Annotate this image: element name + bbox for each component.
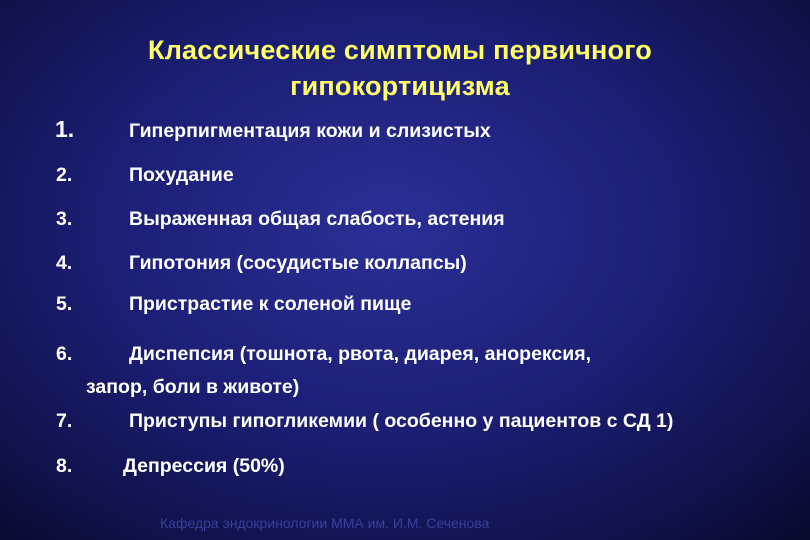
item-number: 2. [56,164,73,186]
item-number: 1. [55,116,75,142]
item-text: Гиперпигментация кожи и слизистых [129,120,491,142]
item-number: 3. [56,208,73,230]
item-text: Гипотония (сосудистые коллапсы) [129,252,467,274]
item-number: 8. [56,455,73,477]
footer-caption: Кафедра эндокринологии ММА им. И.М. Сеченова [160,515,490,531]
item-text: Выраженная общая слабость, астения [129,208,505,230]
item-text: Диспепсия (тошнота, рвота, диарея, анорексия, [129,343,592,365]
item-text: Пристрастие к соленой пище [129,293,412,315]
item-text: Похудание [129,164,234,186]
item-text: Приступы гипогликемии ( особенно у пациентов с СД 1) [129,410,674,432]
item-text-continuation: запор, боли в животе) [86,376,300,398]
item-number: 5. [56,293,73,315]
item-number: 6. [56,343,73,365]
item-number: 7. [56,410,73,432]
title-line-2: гипокортицизма [290,71,510,101]
item-text: Депрессия (50%) [123,455,285,477]
title-line-1: Классические симптомы первичного [148,35,652,65]
item-number: 4. [56,252,73,274]
